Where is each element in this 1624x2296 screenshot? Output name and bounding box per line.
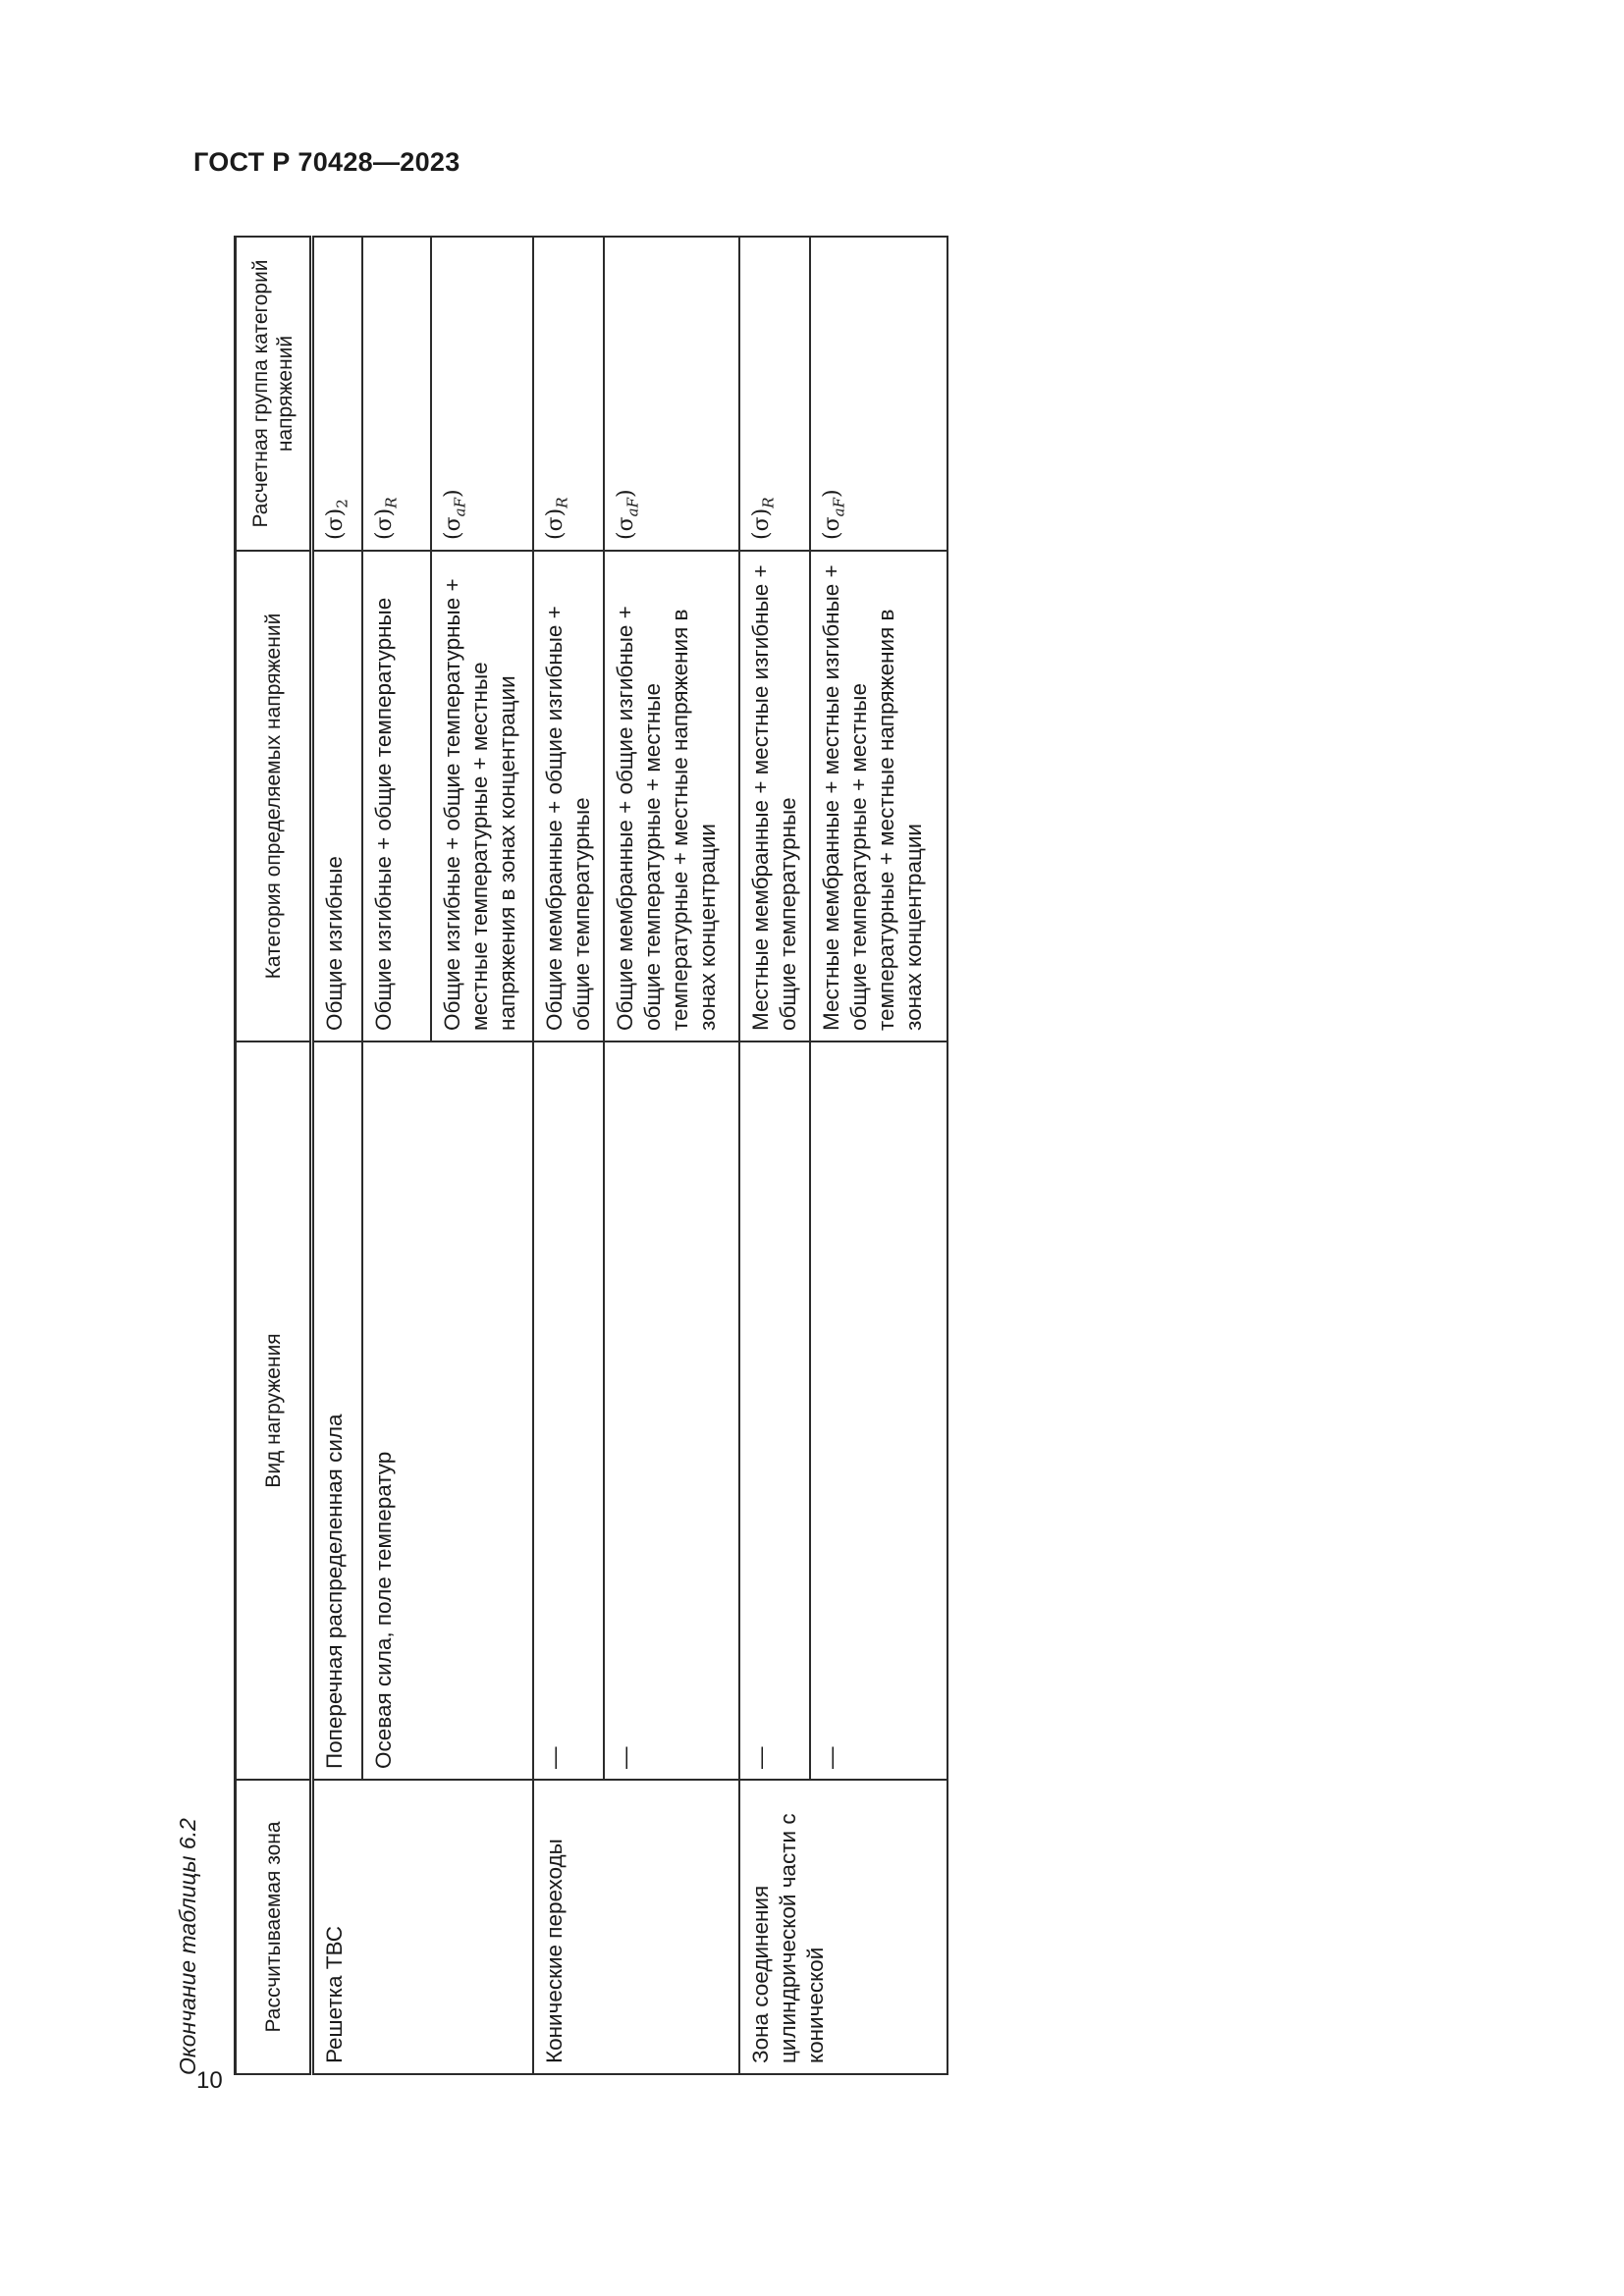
category-cell: Общие изгибные + общие температурные [362, 551, 431, 1041]
category-cell: Местные мембранные + местные изгибные + общие температурные + местные температурные + местные напряжения в зонах концентрации [810, 551, 947, 1041]
table-row [312, 237, 363, 2074]
zone-cell: Решетка ТВС [312, 1780, 534, 2074]
table-caption: Окончание таблицы 6.2 [175, 1818, 200, 2075]
group-cell [739, 237, 810, 551]
category-cell: Общие мембранные + общие изгибные + общие температурные + местные температурные + местные напряжения в зонах концентрации [604, 551, 739, 1041]
zone-cell: Конические переходы [533, 1780, 739, 2074]
load-cell: — [533, 1041, 604, 1780]
group-cell [431, 237, 533, 551]
group-cell [810, 237, 947, 551]
category-cell: Общие изгибные + общие температурные + местные температурные + местные напряжения в зонах концентрации [431, 551, 533, 1041]
stress-symbol: $(\sigma)_R$ [543, 497, 571, 540]
load-cell: — [810, 1041, 947, 1780]
page-number: 10 [196, 2067, 223, 2094]
group-cell [362, 237, 431, 551]
column-header-zone: Рассчитываемая зона [236, 1780, 312, 2074]
group-cell [312, 237, 363, 551]
rotated-table-region [169, 232, 1003, 2077]
load-cell: — [604, 1041, 739, 1780]
stress-symbol: $(\sigma_{aF})$ [820, 489, 848, 540]
column-header-category: Категория определяемых напряжений [236, 551, 312, 1041]
category-cell: Общие мембранные + общие изгибные + общие температурные [533, 551, 604, 1041]
stress-symbol: $(\sigma_{aF})$ [441, 489, 469, 540]
column-header-load: Вид нагружения [236, 1041, 312, 1780]
zone-cell: Зона соединения цилиндрической части с конической [739, 1780, 947, 2074]
load-cell: Осевая сила, поле температур [362, 1041, 533, 1780]
load-cell: Поперечная распределенная сила [312, 1041, 363, 1780]
load-cell: — [739, 1041, 810, 1780]
stress-symbol: $(\sigma)_R$ [749, 497, 778, 540]
column-header-group: Расчетная группа категорий напряжений [236, 237, 312, 551]
group-cell [604, 237, 739, 551]
stress-symbol: $(\sigma)_R$ [372, 497, 401, 540]
table-row [739, 237, 810, 2074]
group-cell [533, 237, 604, 551]
table-header-row [236, 237, 312, 2074]
stress-table [234, 236, 948, 2075]
category-cell: Общие изгибные [312, 551, 363, 1041]
stress-symbol: $(\sigma_{aF})$ [614, 489, 642, 540]
stress-symbol: $(\sigma)_2$ [323, 499, 352, 540]
document-header: ГОСТ Р 70428—2023 [193, 147, 460, 177]
table-row [533, 237, 604, 2074]
category-cell: Местные мембранные + местные изгибные + общие температурные [739, 551, 810, 1041]
